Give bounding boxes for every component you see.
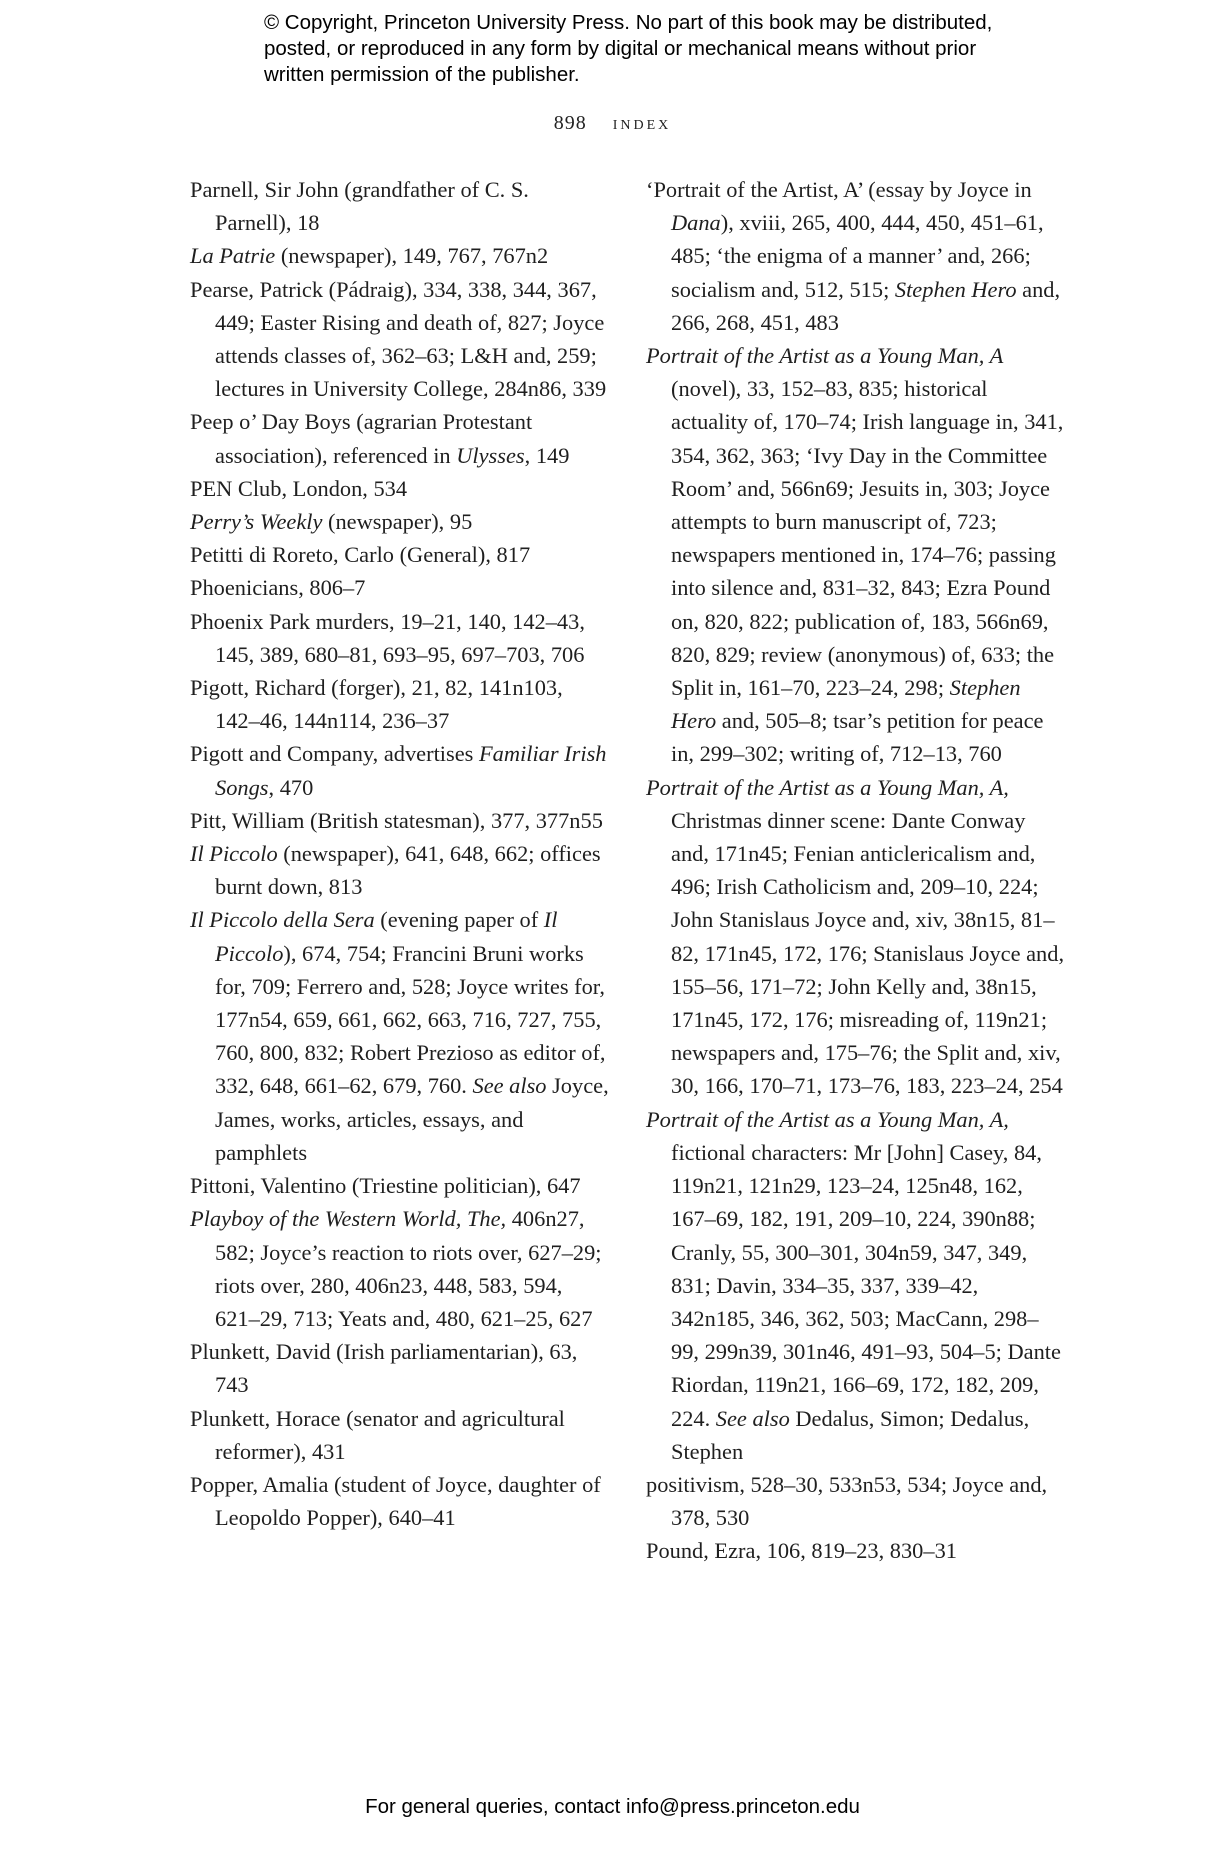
index-entry — [646, 1534, 1066, 1567]
index-entry-text: fictional characters: Mr [John] Casey, 84, 119n21, 121n29, 123–24, 125n48, 162, 167–69, 182, 191, 209–10, 224, 390n88; Cranly, 55, 300–301, 304n59, 347, 349, 831; Davin, 334–35, 337, 339–42, 342n185, 346, 362, 503; MacCann, 298–99, 299n39, 301n46, 491–93, 504–5; Dante Riordan, 119n21, 166–69, 172, 182, 209, 224. — [671, 1139, 1061, 1431]
index-column-right — [646, 173, 1066, 1568]
page-number: 898 — [553, 112, 587, 134]
index-entry — [190, 405, 610, 471]
index-entry-text: Dedalus, Simon; Dedalus, Stephen — [671, 1405, 1030, 1464]
index-entry-text: Plunkett, David (Irish parliamentarian), 63, 743 — [190, 1339, 578, 1398]
index-entry-text: PEN Club, London, 534 — [190, 475, 408, 501]
index-entry — [190, 837, 610, 903]
index-entry-title: Playboy of the Western World, The, — [190, 1206, 507, 1232]
index-entry — [190, 173, 610, 239]
index-entry-text: positivism, 528–30, 533n53, 534; Joyce and, 378, 530 — [646, 1471, 1048, 1531]
index-entry — [190, 804, 610, 837]
index-entry-title: Perry’s Weekly — [190, 509, 323, 535]
index-entry-text: Phoenix Park murders, 19–21, 140, 142–43, 145, 389, 680–81, 693–95, 697–703, 706 — [190, 608, 585, 667]
index-column-left — [190, 173, 610, 1534]
index-entry — [190, 571, 610, 604]
index-entry-title: Familiar Irish Songs — [215, 741, 607, 800]
index-entry-text: (newspaper), 95 — [322, 509, 473, 535]
index-entry — [190, 903, 610, 1169]
index-entry — [190, 472, 610, 505]
index-entry-text: Christmas dinner scene: Dante Conway and, 171n45; Fenian anticlericalism and, 496; Irish Catholicism and, 209–10, 224; John Stanislaus Joyce and, xiv, 38n15, 81–82, 171n45, 172, 176; Stanislaus Joyce and, 155–56, 171–72; John Kelly and, 38n15, 171n45, 172, 176; misreading of, 119n21; newspapers and, 175–76; the Split and, xiv, 30, 166, 170–71, 173–76, 183, 223–24, 254 — [671, 807, 1065, 1099]
footer-contact: For general queries, contact info@press.princeton.edu — [365, 1795, 860, 1818]
index-entry-title: Dana — [671, 210, 721, 236]
index-entry-text: Parnell, Sir John (grandfather of C. S. Parnell), 18 — [190, 177, 529, 236]
index-entry-title: La Patrie — [190, 243, 276, 269]
copyright-notice: © Copyright, Princeton University Press. No part of this book may be distributed, posted, or reproduced in any form by digital or mechanical means without prior written permission of the publisher. — [264, 11, 993, 86]
index-entry-text: Petitti di Roreto, Carlo (General), 817 — [190, 542, 531, 568]
index-entry-title: Portrait of the Artist as a Young Man, A, — [646, 1106, 1009, 1132]
index-entry-title: Ulysses — [456, 442, 525, 468]
index-entry-text: and, 266, 268, 451, 483 — [671, 276, 1061, 335]
index-entry-text: ‘Portrait of the Artist, A’ (essay by Joyce in — [646, 177, 1032, 202]
index-entry-title: Il Piccolo — [215, 907, 558, 966]
index-entry-text: Pearse, Patrick (Pádraig), 334, 338, 344, 367, 449; Easter Rising and death of, 827; Joyce attends classes of, 362–63; L&H and, 259; lectures in University College, 284n86, 339 — [190, 276, 607, 402]
index-entry — [646, 771, 1066, 1103]
index-entry — [190, 737, 610, 803]
section-title: index — [612, 112, 672, 134]
index-entry-text: Pigott and Company, advertises — [190, 741, 479, 767]
index-entry-text: (novel), 33, 152–83, 835; historical actuality of, 170–74; Irish language in, 341, 354, 362, 363; ‘Ivy Day in the Committee Room’ and, 566n69; Jesuits in, 303; Joyce attempts to burn manuscript of, 723; newspapers mentioned in, 174–76; passing into silence and, 831–32, 843; Ezra Pound on, 820, 822; publication of, 183, 566n69, 820, 829; review (anonymous) of, 633; the Split in, 161–70, 223–24, 298; — [671, 376, 1064, 701]
index-entry-text: Phoenicians, 806–7 — [190, 575, 366, 601]
index-entry — [190, 605, 610, 671]
index-entry — [190, 1402, 610, 1468]
index-entry-title: See also — [472, 1073, 547, 1099]
index-entry-title: Portrait of the Artist as a Young Man, A — [646, 343, 1004, 369]
index-entry-title: Stephen Hero — [671, 675, 1021, 734]
index-entry-text: Pitt, William (British statesman), 377, 377n55 — [190, 807, 603, 833]
index-entry-title: Il Piccolo — [190, 841, 278, 867]
index-entry-text: Pound, Ezra, 106, 819–23, 830–31 — [646, 1538, 957, 1564]
index-entry-text: (evening paper of — [374, 907, 544, 933]
index-entry-text: Popper, Amalia (student of Joyce, daughter of Leopoldo Popper), 640–41 — [190, 1471, 601, 1531]
index-entry — [190, 239, 610, 272]
index-entry-text: Joyce, James, works, articles, essays, and pamphlets — [215, 1073, 609, 1165]
index-entry-text: (newspaper), 149, 767, 767n2 — [275, 243, 549, 269]
index-entry-text: Pittoni, Valentino (Triestine politician), 647 — [190, 1173, 581, 1199]
index-entry-text: Peep o’ Day Boys (agrarian Protestant association), referenced in — [190, 409, 533, 468]
index-entry — [646, 339, 1066, 771]
index-entry-text: and, 505–8; tsar’s petition for peace in, 299–302; writing of, 712–13, 760 — [671, 708, 1044, 767]
index-entry — [190, 273, 610, 406]
index-entry-title: Portrait of the Artist as a Young Man, A, — [646, 774, 1009, 800]
index-entry-text: , 149 — [524, 442, 570, 468]
index-entry-text: ), 674, 754; Francini Bruni works for, 709; Ferrero and, 528; Joyce writes for, 177n54, 659, 661, 662, 663, 716, 727, 755, 760, 800, 832; Robert Prezioso as editor of, 332, 648, 661–62, 679, 760. — [215, 940, 606, 1099]
index-entry-text: , 470 — [268, 774, 314, 800]
index-entry-text: 406n27, 582; Joyce’s reaction to riots over, 627–29; riots over, 280, 406n23, 448, 583, 594, 621–29, 713; Yeats and, 480, 621–25, 627 — [215, 1206, 602, 1331]
index-entry — [190, 538, 610, 571]
index-entry-text: ), xviii, 265, 400, 444, 450, 451–61, 485; ‘the enigma of a manner’ and, 266; socialism and, 512, 515; — [671, 210, 1044, 302]
index-entry — [190, 505, 610, 538]
index-entry — [646, 1103, 1066, 1468]
index-entry — [646, 1468, 1066, 1534]
index-entry-text: Plunkett, Horace (senator and agricultural reformer), 431 — [190, 1405, 565, 1464]
index-entry — [190, 1169, 610, 1202]
index-entry — [190, 671, 610, 737]
index-entry-title: Il Piccolo della Sera — [190, 907, 375, 933]
index-entry — [190, 1468, 610, 1534]
index-entry — [190, 1335, 610, 1401]
running-head — [0, 112, 1225, 135]
index-entry-title: Stephen Hero — [894, 276, 1017, 302]
index-entry — [190, 1202, 610, 1335]
index-entry — [646, 173, 1066, 339]
index-entry-title: See also — [715, 1405, 790, 1431]
index-entry-text: (newspaper), 641, 648, 662; offices burnt down, 813 — [215, 841, 601, 900]
index-entry-text: Pigott, Richard (forger), 21, 82, 141n103, 142–46, 144n114, 236–37 — [190, 675, 563, 734]
